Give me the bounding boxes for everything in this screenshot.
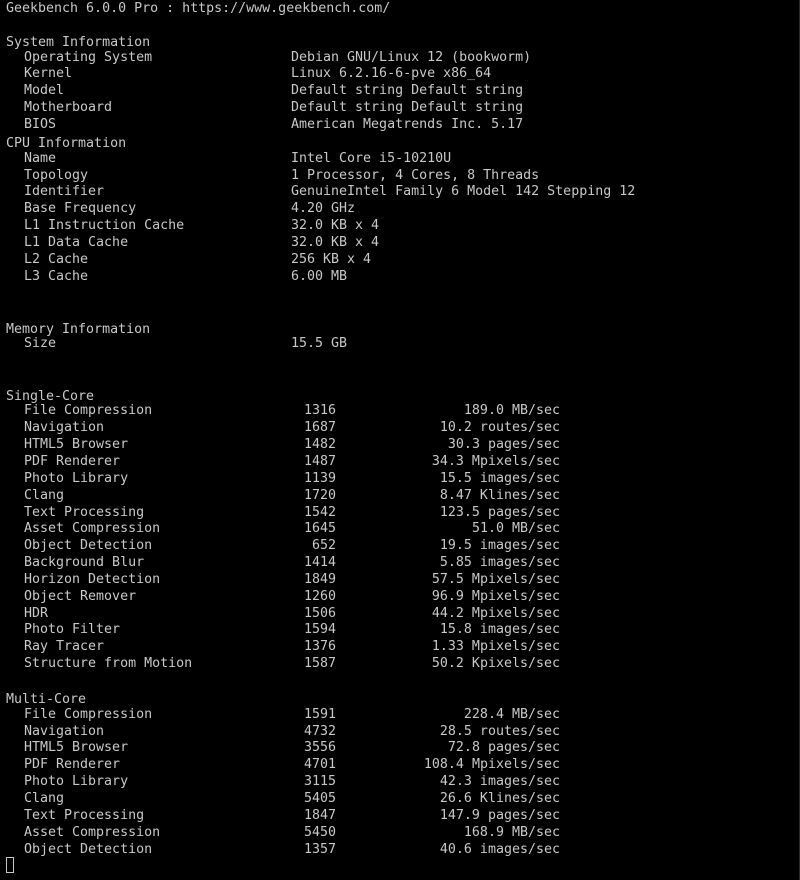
- benchmark-throughput: 8.47 Klines/sec: [439, 487, 560, 503]
- benchmark-name: Object Detection: [24, 538, 153, 554]
- info-label: Motherboard: [24, 100, 113, 116]
- benchmark-score: 1645: [303, 521, 336, 537]
- benchmark-name: Structure from Motion: [24, 656, 193, 672]
- benchmark-throughput: 30.3 pages/sec: [447, 437, 560, 453]
- benchmark-throughput: 108.4 Mpixels/sec: [423, 757, 560, 773]
- benchmark-name: Text Processing: [24, 807, 145, 823]
- benchmark-name: Clang: [24, 487, 65, 503]
- info-label: Topology: [24, 167, 89, 183]
- benchmark-throughput: 44.2 Mpixels/sec: [431, 605, 560, 621]
- info-label: Operating System: [24, 49, 153, 65]
- benchmark-score: 1594: [303, 622, 336, 638]
- info-label: L1 Data Cache: [24, 234, 129, 250]
- benchmark-score: 1847: [303, 807, 336, 823]
- info-value: Intel Core i5-10210U: [291, 150, 452, 166]
- benchmark-throughput: 189.0 MB/sec: [463, 403, 560, 419]
- benchmark-score: 1357: [303, 841, 336, 857]
- benchmark-throughput: 42.3 images/sec: [439, 774, 560, 790]
- benchmark-name: Navigation: [24, 723, 105, 739]
- benchmark-score: 1591: [303, 706, 336, 722]
- benchmark-throughput: 1.33 Mpixels/sec: [431, 639, 560, 655]
- benchmark-name: Text Processing: [24, 504, 145, 520]
- benchmark-name: Horizon Detection: [24, 571, 161, 587]
- benchmark-score: 1316: [303, 403, 336, 419]
- info-value: 15.5 GB: [291, 336, 348, 351]
- benchmark-score: 5405: [303, 790, 336, 806]
- benchmark-score: 1482: [303, 437, 336, 453]
- benchmark-score: 1376: [303, 639, 336, 655]
- benchmark-throughput: 10.2 routes/sec: [439, 420, 560, 436]
- benchmark-score: 1587: [303, 656, 336, 672]
- info-value: 1 Processor, 4 Cores, 8 Threads: [291, 167, 540, 183]
- info-value: 4.20 GHz: [291, 201, 356, 217]
- info-value: 32.0 KB x 4: [291, 234, 380, 250]
- benchmark-name: HTML5 Browser: [24, 437, 129, 453]
- benchmark-throughput: 15.5 images/sec: [439, 470, 560, 486]
- benchmark-throughput: 123.5 pages/sec: [439, 504, 560, 520]
- benchmark-name: Photo Library: [24, 470, 129, 486]
- info-label: Size: [24, 336, 57, 351]
- info-value: American Megatrends Inc. 5.17: [291, 116, 524, 132]
- benchmark-score: 3556: [303, 740, 336, 756]
- benchmark-name: File Compression: [24, 706, 153, 722]
- info-value: Default string Default string: [291, 100, 524, 116]
- benchmark-name: File Compression: [24, 403, 153, 419]
- benchmark-throughput: 57.5 Mpixels/sec: [431, 571, 560, 587]
- terminal-cursor: [6, 857, 14, 873]
- info-value: 256 KB x 4: [291, 251, 372, 267]
- benchmark-score: 1506: [303, 605, 336, 621]
- terminal-header: Geekbench 6.0.0 Pro : https://www.geekbench.com/: [6, 1, 391, 16]
- single-core-title: Single-Core: [6, 389, 95, 404]
- benchmark-score: 5450: [303, 824, 336, 840]
- benchmark-name: Object Remover: [24, 588, 137, 604]
- info-value: GenuineIntel Family 6 Model 142 Stepping 12: [291, 184, 636, 200]
- info-label: L1 Instruction Cache: [24, 218, 185, 234]
- info-value: Debian GNU/Linux 12 (bookworm): [291, 49, 532, 65]
- benchmark-throughput: 40.6 images/sec: [439, 841, 560, 857]
- info-label: Identifier: [24, 184, 105, 200]
- benchmark-name: Asset Compression: [24, 824, 161, 840]
- benchmark-score: 1849: [303, 571, 336, 587]
- info-label: Model: [24, 83, 65, 99]
- benchmark-throughput: 5.85 images/sec: [439, 555, 560, 571]
- benchmark-throughput: 34.3 Mpixels/sec: [431, 453, 560, 469]
- benchmark-throughput: 96.9 Mpixels/sec: [431, 588, 560, 604]
- info-label: Base Frequency: [24, 201, 137, 217]
- benchmark-name: Photo Filter: [24, 622, 121, 638]
- benchmark-name: Navigation: [24, 420, 105, 436]
- benchmark-name: Asset Compression: [24, 521, 161, 537]
- info-label: Name: [24, 150, 57, 166]
- info-label: Kernel: [24, 66, 73, 82]
- benchmark-throughput: 51.0 MB/sec: [471, 521, 560, 537]
- benchmark-name: PDF Renderer: [24, 453, 121, 469]
- benchmark-throughput: 147.9 pages/sec: [439, 807, 560, 823]
- info-value: 6.00 MB: [291, 268, 348, 284]
- benchmark-throughput: 15.8 images/sec: [439, 622, 560, 638]
- info-value: Linux 6.2.16-6-pve x86_64: [291, 66, 492, 82]
- benchmark-score: 4701: [303, 757, 336, 773]
- benchmark-name: PDF Renderer: [24, 757, 121, 773]
- benchmark-throughput: 168.9 MB/sec: [463, 824, 560, 840]
- benchmark-score: 652: [311, 538, 336, 554]
- benchmark-score: 1542: [303, 504, 336, 520]
- multi-core-title: Multi-Core: [6, 692, 87, 707]
- benchmark-throughput: 28.5 routes/sec: [439, 723, 560, 739]
- benchmark-score: 1260: [303, 588, 336, 604]
- benchmark-score: 1687: [303, 420, 336, 436]
- benchmark-name: Object Detection: [24, 841, 153, 857]
- benchmark-throughput: 26.6 Klines/sec: [439, 790, 560, 806]
- cpu-info-title: CPU Information: [6, 136, 127, 151]
- info-label: BIOS: [24, 116, 57, 132]
- benchmark-score: 1414: [303, 555, 336, 571]
- memory-info-title: Memory Information: [6, 322, 151, 337]
- benchmark-throughput: 228.4 MB/sec: [463, 706, 560, 722]
- benchmark-score: 1139: [303, 470, 336, 486]
- benchmark-score: 1487: [303, 453, 336, 469]
- benchmark-name: HDR: [24, 605, 49, 621]
- benchmark-throughput: 72.8 pages/sec: [447, 740, 560, 756]
- benchmark-throughput: 50.2 Kpixels/sec: [431, 656, 560, 672]
- benchmark-throughput: 19.5 images/sec: [439, 538, 560, 554]
- benchmark-name: Background Blur: [24, 555, 145, 571]
- benchmark-name: Photo Library: [24, 774, 129, 790]
- benchmark-name: Ray Tracer: [24, 639, 105, 655]
- benchmark-score: 4732: [303, 723, 336, 739]
- info-value: Default string Default string: [291, 83, 524, 99]
- benchmark-name: Clang: [24, 790, 65, 806]
- info-value: 32.0 KB x 4: [291, 218, 380, 234]
- benchmark-score: 1720: [303, 487, 336, 503]
- info-label: L2 Cache: [24, 251, 89, 267]
- benchmark-name: HTML5 Browser: [24, 740, 129, 756]
- system-info-title: System Information: [6, 35, 151, 50]
- info-label: L3 Cache: [24, 268, 89, 284]
- benchmark-score: 3115: [303, 774, 336, 790]
